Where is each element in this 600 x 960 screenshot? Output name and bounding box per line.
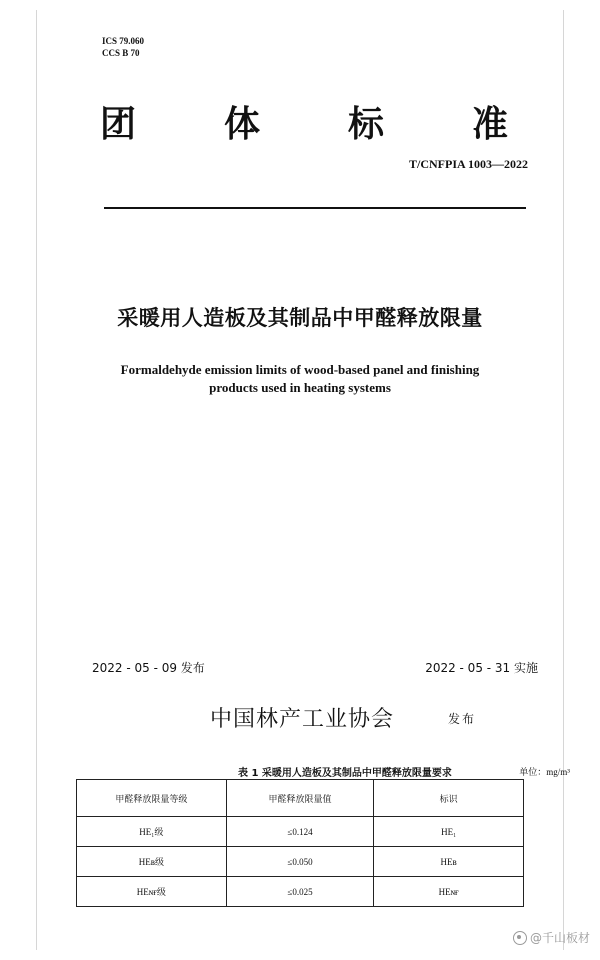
table-header-row — [77, 780, 524, 817]
page-border-right — [563, 10, 564, 950]
doc-type-char: 体 — [223, 104, 262, 145]
table-unit: 单位：mg/m³ — [519, 767, 570, 777]
implementation-date: 2022 - 05 - 31 实施 — [425, 661, 538, 675]
table-cell: ≤0.050 — [226, 847, 374, 877]
table-header-cell: 标识 — [374, 780, 524, 817]
table-cell: ≤0.025 — [226, 877, 374, 907]
title-english-line2: products used in heating systems — [209, 380, 391, 395]
table-cell: HE₁级 — [77, 817, 227, 847]
doc-type-char: 准 — [471, 104, 510, 145]
header-divider — [104, 207, 526, 209]
table-cell: HEв — [374, 847, 524, 877]
watermark — [513, 929, 590, 946]
publisher-name: 中国林产工业协会 — [210, 707, 395, 732]
table-cell: HEɴғ级 — [77, 877, 227, 907]
table-header-cell: 甲醛释放限量等级 — [77, 780, 227, 817]
doc-type-char: 标 — [347, 104, 386, 145]
table-cell: HEв级 — [77, 847, 227, 877]
ics-code: ICS 79.060 — [102, 36, 145, 46]
table-row — [77, 877, 524, 907]
table-cell: HEɴғ — [374, 877, 524, 907]
title-chinese: 采暖用人造板及其制品中甲醛释放限量 — [117, 306, 483, 330]
table-row — [77, 847, 524, 877]
camera-icon — [513, 931, 527, 945]
issue-date: 2022 - 05 - 09 发布 — [92, 661, 205, 675]
table-cell: HE₁ — [374, 817, 524, 847]
publish-label: 发布 — [448, 712, 477, 726]
table-row — [77, 817, 524, 847]
watermark-text: @千山板材 — [529, 931, 590, 945]
doc-type-char: 团 — [100, 104, 139, 145]
table-cell: ≤0.124 — [226, 817, 374, 847]
title-english-line1: Formaldehyde emission limits of wood-based panel and finishing — [120, 362, 480, 377]
ccs-code: CCS B 70 — [102, 48, 140, 58]
page-border-left — [36, 10, 37, 950]
document-type-heading — [100, 96, 510, 147]
standard-number: T/CNFPIA 1003—2022 — [408, 157, 528, 171]
emission-limits-table — [76, 779, 524, 907]
table-header-cell: 甲醛释放限量值 — [226, 780, 374, 817]
table-caption: 表 1 采暖用人造板及其制品中甲醛释放限量要求 — [238, 768, 452, 779]
